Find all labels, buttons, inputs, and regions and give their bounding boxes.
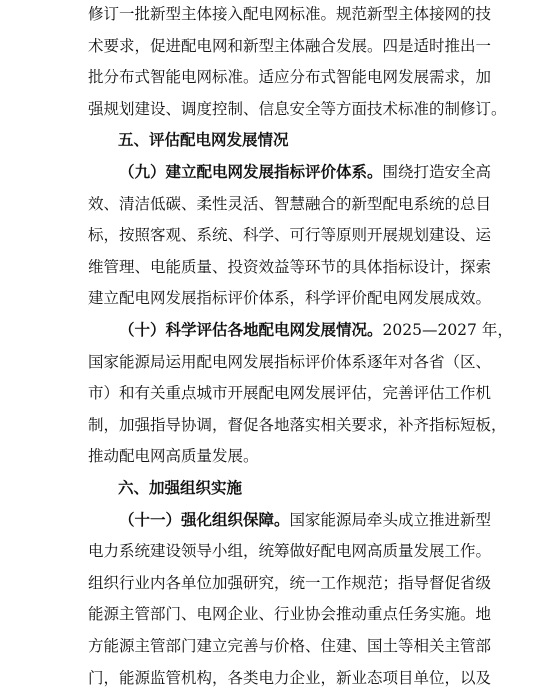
text-line: 国家能源局运用配电网发展指标评价体系逐年对各省（区、 xyxy=(88,352,492,371)
paragraph-9-first-line xyxy=(119,156,492,188)
text-line: 强规划建设、调度控制、信息安全等方面技术标准的制修订。 xyxy=(88,99,507,118)
text-line: 修订一批新型主体接入配电网标准。规范新型主体接网的技 xyxy=(88,5,492,23)
paragraph-10-first-line xyxy=(119,314,513,346)
paragraph-10-title: （十）科学评估各地配电网发展情况。 xyxy=(119,320,383,339)
paragraph-11-first-line xyxy=(119,504,492,536)
text-line: 效、清洁低碳、柔性灵活、智慧融合的新型配电系统的总目 xyxy=(88,194,492,213)
paragraph-10-first-rest: 2025—2027 年， xyxy=(382,321,513,339)
paragraph-11-first-rest: 国家能源局牵头成立推进新型 xyxy=(289,510,492,529)
text-line: 能源主管部门、电网企业、行业协会推动重点任务实施。地 xyxy=(88,605,492,624)
text-line: 术要求，促进配电网和新型主体融合发展。四是适时推出一 xyxy=(88,36,492,55)
text-line: 电力系统建设领导小组，统筹做好配电网高质量发展工作。 xyxy=(88,542,492,561)
text-line: 批分布式智能电网标准。适应分布式智能电网发展需求，加 xyxy=(88,68,492,87)
text-line: 市）和有关重点城市开展配电网发展评估，完善评估工作机 xyxy=(88,384,492,403)
section-heading-6: 六、加强组织实施 xyxy=(118,479,243,497)
text-line: 建立配电网发展指标评价体系，科学评价配电网发展成效。 xyxy=(88,289,492,308)
text-line: 门，能源监管机构，各类电力企业，新业态项目单位，以及 xyxy=(88,668,492,687)
text-line: 推动配电网高质量发展。 xyxy=(88,447,259,466)
paragraph-9-title: （九）建立配电网发展指标评价体系。 xyxy=(119,162,383,181)
paragraph-11-title: （十一）强化组织保障。 xyxy=(119,509,290,529)
text-line: 制，加强指导协调，督促各地落实相关要求，补齐指标短板， xyxy=(88,415,507,434)
paragraph-9-first-rest: 围绕打造安全高 xyxy=(382,163,492,181)
text-line: 方能源主管部门建立完善与价格、住建、国土等相关主管部 xyxy=(88,637,492,655)
section-heading-5: 五、评估配电网发展情况 xyxy=(118,131,289,150)
text-line: 维管理、电能质量、投资效益等环节的具体指标设计，探索 xyxy=(88,257,492,276)
text-line: 标，按照客观、系统、科学、可行等原则开展规划建设、运 xyxy=(88,226,492,245)
text-line: 组织行业内各单位加强研究，统一工作规范；指导督促省级 xyxy=(88,573,492,592)
